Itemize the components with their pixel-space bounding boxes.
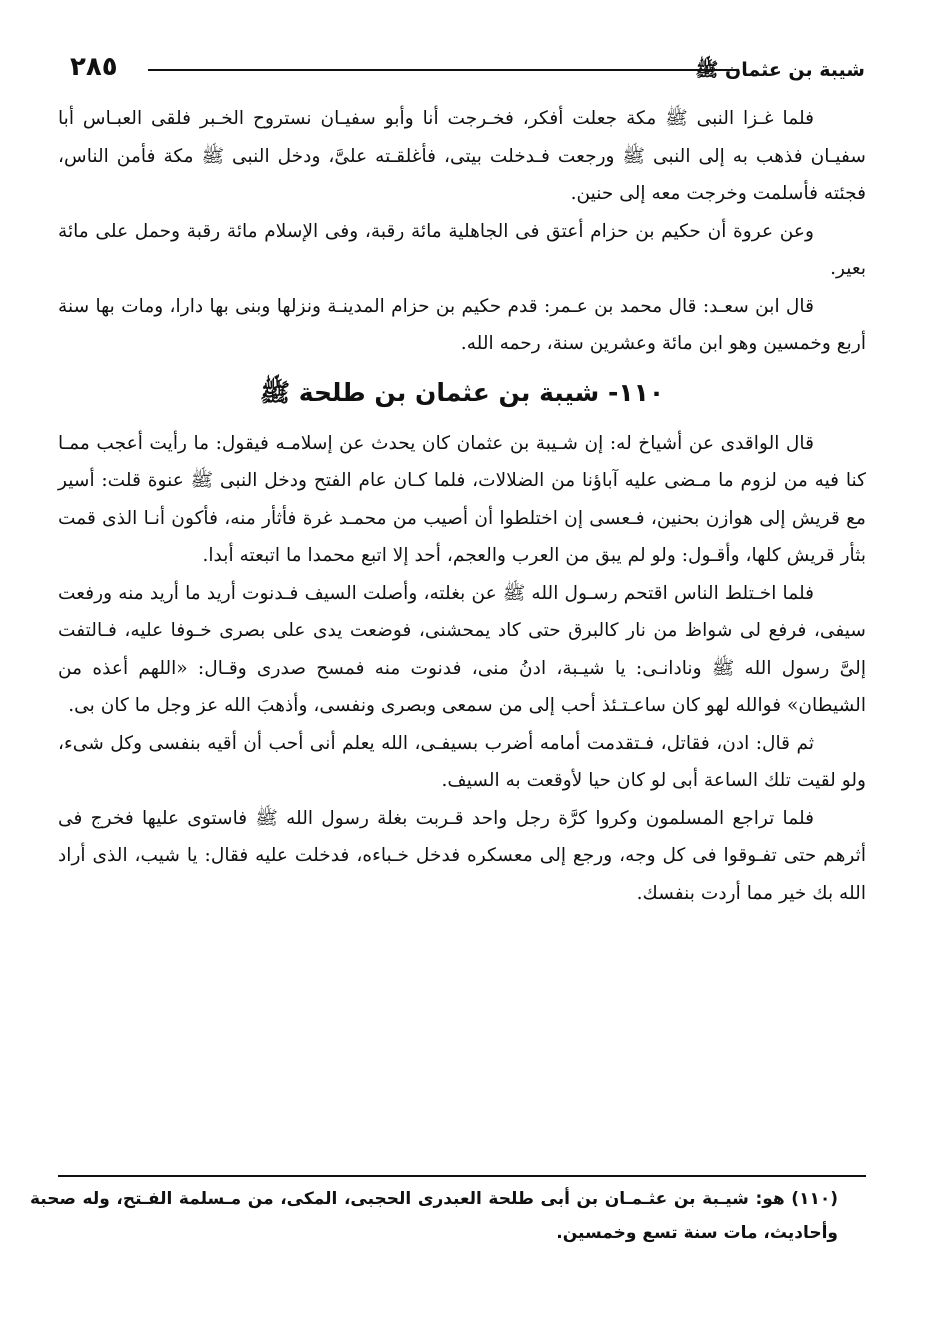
paragraph: ثم قال: ادن، فقاتل، فـتقدمت أمامه أضرب بسيفـى، الله يعلم أنى أحب أن أقيه بنفسى وكل شىء، ولو لقيت تلك الساعة أبى لو كان حيا لأوقعت به السيف. [58,732,866,791]
paragraph: قال الواقدى عن أشياخ له: إن شـيبة بن عثمان كان يحدث عن إسلامـه فيقول: ما رأيت أعجب ممـا كنا فيه من لزوم ما مـضى عليه آباؤنا من الضلالات، فلما كـان عام الفتح ودخل النبى ﷺ عنوة قلت: أسير مع قريش إلى هوازن بحنين، فـعسى إن اختلطوا أن أصيب من محمـد غرة فأثأر منه، فأكون أنـا الذى قمت بثأر قريش كلها، وأقـول: ولو لم يبق من العرب والعجم، أحد إلا اتبع محمدا ما اتبعته أبدا. [58,432,866,566]
footnote: (١١٠) هو: شيـبة بن عثـمـان بن أبى طلحة العبدرى الحجبى، المكى، من مـسلمة الفـتح، وله صحبة وأحاديث، مات سنة تسع وخمسين. [30,1189,838,1243]
footnote-rule [58,1175,866,1177]
paragraph: فلما تراجع المسلمون وكروا كرَّة رجل واحد قـربت بغلة رسول الله ﷺ فاستوى عليها فخرج فى أثرهم حتى تفـوقوا فى كل وجه، ورجع إلى معسكره فدخل خـباءه، فدخلت عليه فقال: يا شيب، الذى أراد الله بك خير مما أردت بنفسك. [58,807,866,904]
section-heading: ١١٠- شيبة بن عثمان بن طلحة ﷺ [259,377,665,407]
paragraph: فلما غـزا النبى ﷺ مكة جعلت أفكر، فخـرجت أنا وأبو سفيـان نستروح الخـبر فلقى العبـاس أبا سفيـان فذهب به إلى النبى ﷺ ورجعت فـدخلت بيتى، فأغلقـته علىَّ، ودخل النبى ﷺ مكة فأمن الناس، فجئته فأسلمت وخرجت معه إلى حنين. [58,108,866,204]
page-header [70,52,865,92]
paragraph: وعن عروة أن حكيم بن حزام أعتق فى الجاهلية مائة رقبة، وفى الإسلام مائة رقبة وحمل على مائة بعير. [58,220,866,279]
paragraph: فلما اخـتلط الناس اقتحم رسـول الله ﷺ عن بغلته، وأصلت السيف فـدنوت أريد ما أريد منه ورفعت سيفى، فرفع لى شواظ من نار كالبرق حتى كاد يمحشنى، فوضعت يدى على بصرى خـوفا عليه، فـالتفت إلىَّ رسول الله ﷺ ونادانـى: يا شيـبة، ادنُ منى، فدنوت منه فمسح صدرى وقـال: «اللهم أعذه من الشيطان» فوالله لهو كان ساعـتـئذ أحب إلى من سمعى وبصرى ونفسى، وأذهبَ الله عز وجل ما كان بى. [58,582,866,716]
running-title: شيبة بن عثمان ﷺ [695,59,865,81]
paragraph: قال ابن سعـد: قال محمد بن عـمر: قدم حكيم بن حزام المدينـة ونزلها وبنى بها دارا، ومات بها سنة أربع وخمسين وهو ابن مائة وعشرين سنة، رحمه الله. [58,295,866,354]
page-number: ٢٨٥ [70,52,118,82]
body-text [58,100,866,912]
header-rule [148,69,737,71]
